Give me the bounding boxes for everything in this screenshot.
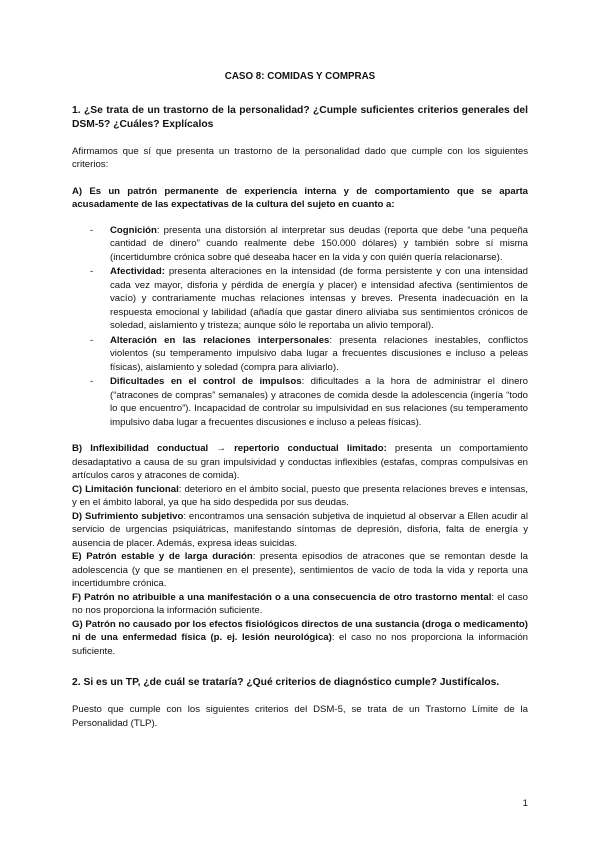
list-item xyxy=(90,224,528,265)
criterion-label: D) Sufrimiento subjetivo xyxy=(72,510,184,522)
criterion-a-list xyxy=(72,224,528,430)
question-1: 1. ¿Se trata de un trastorno de la personalidad? ¿Cumple suficientes criterios generales del DSM-5? ¿Cuáles? Explícalos xyxy=(72,104,528,130)
list-item xyxy=(90,334,528,375)
criterion-text: : encontramos una sensación subjetiva de inquietud al observar a Ellen acudir al servicio de urgencias psiquiátricas, manifestando síntomas de depresión, disforia, falta de energía y ausencia de placer. Además, expresa ideas suicidas. xyxy=(72,510,528,549)
criterion-label: F) Patrón no atribuible a una manifestación o a una consecuencia de otro trastorno mental xyxy=(72,591,492,603)
criterion-text: presenta un comportamiento desadaptativo a causa de su gran impulsividad y conductas inflexibles (estafas, compras compulsivas en artículos caros y atracones de comida). xyxy=(72,443,528,481)
list-item xyxy=(90,265,528,333)
list-item-label: Cognición xyxy=(110,224,157,236)
criterion-label: E) Patrón estable y de larga duración xyxy=(72,551,253,562)
list-item-text: : presenta relaciones inestables, conflictos violentos (su temperamento impulsivo daba lugar a frecuentes discusiones e incluso a peleas físicas), aislamiento y soledad (compra para aliviarlo). xyxy=(110,334,528,373)
page-number: 1 xyxy=(522,798,528,809)
list-item-text: : presenta una distorsión al interpretar sus deudas (reporta que debe “una pequeña cantidad de dinero” cuando realmente debe 150.000 dólares) y también sobre sí misma (incertidumbre crónica sobre qué deseaba hacer en la vida y con quién quería relacionarse). xyxy=(110,224,528,263)
criterion-b xyxy=(72,442,528,483)
criterion-d xyxy=(72,510,528,551)
criterion-e xyxy=(72,550,528,591)
list-item-label: Afectividad: xyxy=(110,266,165,277)
document-content xyxy=(72,70,528,730)
document-title: CASO 8: COMIDAS Y COMPRAS xyxy=(224,71,376,82)
list-item xyxy=(90,375,528,429)
bullet-dash: - xyxy=(90,376,94,387)
criterion-text: : deterioro en el ámbito social, puesto que presenta relaciones breves e intensas, y en el ámbito laboral, ya que ha sido despedida por sus deudas. xyxy=(72,483,528,508)
criterion-g xyxy=(72,618,528,659)
question-2: 2. Si es un TP, ¿de cuál se trataría? ¿Qué criterios de diagnóstico cumple? Justifícalos. xyxy=(72,677,500,688)
bullet-dash: - xyxy=(90,266,94,277)
intro-paragraph: Afirmamos que sí que presenta un trastorno de la personalidad dado que cumple con los siguientes criterios: xyxy=(72,145,528,170)
criterion-c xyxy=(72,483,528,510)
list-item-text: : dificultades a la hora de administrar el dinero (“atracones de compras” semanales) y atracones de comida desde la adolescencia (ingería “todo lo que encuentro”). Incapacidad de controlar su impulsividad en sus relaciones (su temperamento impulsivo daba lugar a frecuentes discusiones e incluso a peleas físicas). xyxy=(110,376,528,428)
criteria-block xyxy=(72,442,528,658)
criterion-f xyxy=(72,591,528,618)
criterion-text: : el caso no nos proporciona la información suficiente. xyxy=(72,591,528,616)
list-item-label: Alteración en las relaciones interpersonales xyxy=(110,334,330,346)
criterion-label: B) Inflexibilidad conductual → repertorio conductual limitado: xyxy=(72,443,387,454)
list-item-label: Dificultades en el control de impulsos xyxy=(110,376,302,387)
criterion-text: : presenta episodios de atracones que se remontan desde la adolescencia (y que se mantienen en el presente), sentimientos de vacío de toda la vida y reporta una incertidumbre crónica. xyxy=(72,551,528,589)
criterion-label: C) Limitación funcional xyxy=(72,483,179,495)
criterion-a: A) Es un patrón permanente de experiencia interna y de comportamiento que se aparta acusadamente de las expectativas de la cultura del sujeto en cuanto a: xyxy=(72,185,528,210)
criterion-text: : el caso no nos proporciona la información suficiente. xyxy=(72,632,528,657)
bullet-dash: - xyxy=(90,334,94,346)
list-item-text: presenta alteraciones en la intensidad (de forma persistente y con una intensidad cada vez mayor, disforia y pérdida de energía y placer) e intensidad afectiva (sentimientos de vacío) y contrariamente muchas relaciones intensas y breves. Presenta inadecuación en la respuesta emocional y labilidad (añadía que gastar dinero aliviaba sus sentimientos crónicos de soledad, aislamiento y tristeza; aunque sólo le reportaba un alivio temporal). xyxy=(110,266,528,331)
answer-2-paragraph: Puesto que cumple con los siguientes criterios del DSM-5, se trata de un Trastorno Límite de la Personalidad (TLP). xyxy=(72,704,528,729)
bullet-dash: - xyxy=(90,224,94,236)
criterion-label: G) Patrón no causado por los efectos fisiológicos directos de una sustancia (droga o medicamento) ni de una enfermedad física (p. ej. lesión neurológica) xyxy=(72,618,528,643)
